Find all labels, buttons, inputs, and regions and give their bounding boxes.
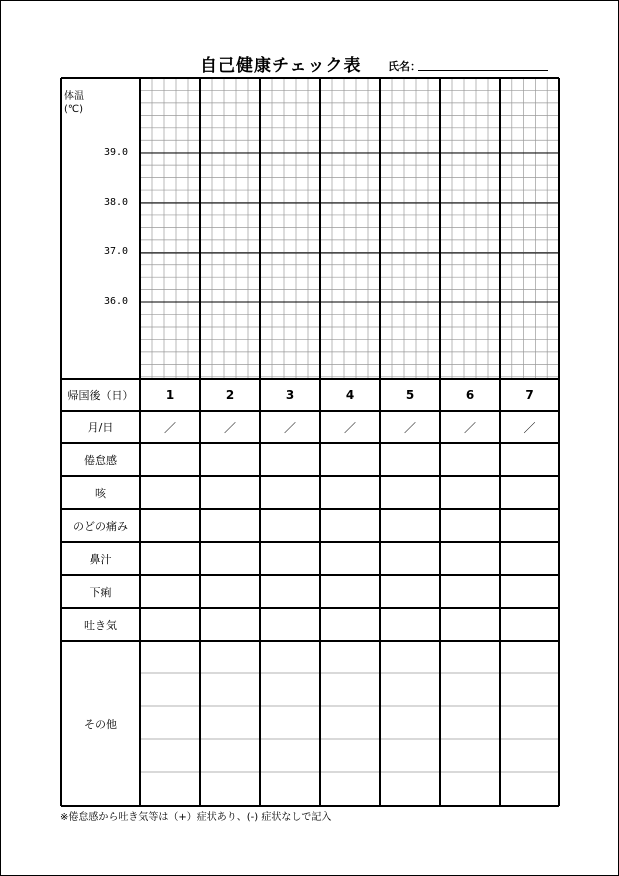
date-slash: ／ xyxy=(463,420,476,435)
temperature-tick-36: 36.0 xyxy=(104,296,129,307)
days-after-return-label: 帰国後（日） xyxy=(67,389,134,402)
name-label: 氏名： xyxy=(388,60,421,73)
day-number: 5 xyxy=(405,388,415,402)
other-label: その他 xyxy=(84,717,117,731)
temperature-tick-39: 39.0 xyxy=(104,147,129,158)
day-number: 6 xyxy=(465,388,475,402)
date-slash: ／ xyxy=(283,420,296,435)
symptom-sore-throat-label: のどの痛み xyxy=(73,519,128,533)
symptom-runny-nose-label: 鼻汁 xyxy=(89,552,112,566)
symptom-diarrhea-label: 下痢 xyxy=(89,585,112,599)
page-title: 自己健康チェック表 xyxy=(200,56,362,76)
temperature-tick-38: 38.0 xyxy=(104,197,129,208)
date-slash: ／ xyxy=(523,420,536,435)
symptom-fatigue-label: 倦怠感 xyxy=(84,453,117,467)
temperature-label-line2: (℃) xyxy=(64,104,84,115)
temperature-axis-label xyxy=(64,90,84,116)
date-slash: ／ xyxy=(403,420,416,435)
date-label: 月/日 xyxy=(87,421,114,434)
symptom-cough-label: 咳 xyxy=(95,486,106,500)
day-number: 7 xyxy=(525,388,534,402)
date-slash: ／ xyxy=(223,420,236,435)
date-slash: ／ xyxy=(163,420,176,435)
day-number: 4 xyxy=(345,388,355,402)
temperature-tick-37: 37.0 xyxy=(104,246,129,257)
symptom-nausea-label: 吐き気 xyxy=(84,618,117,632)
date-slash: ／ xyxy=(343,420,356,435)
temperature-label-line1: 体温 xyxy=(64,91,84,102)
day-number: 2 xyxy=(225,388,235,402)
footnote: ※倦怠感から吐き気等は（+）症状あり、(-) 症状なしで記入 xyxy=(60,812,332,823)
day-number: 1 xyxy=(165,388,175,402)
day-number: 3 xyxy=(285,388,295,402)
